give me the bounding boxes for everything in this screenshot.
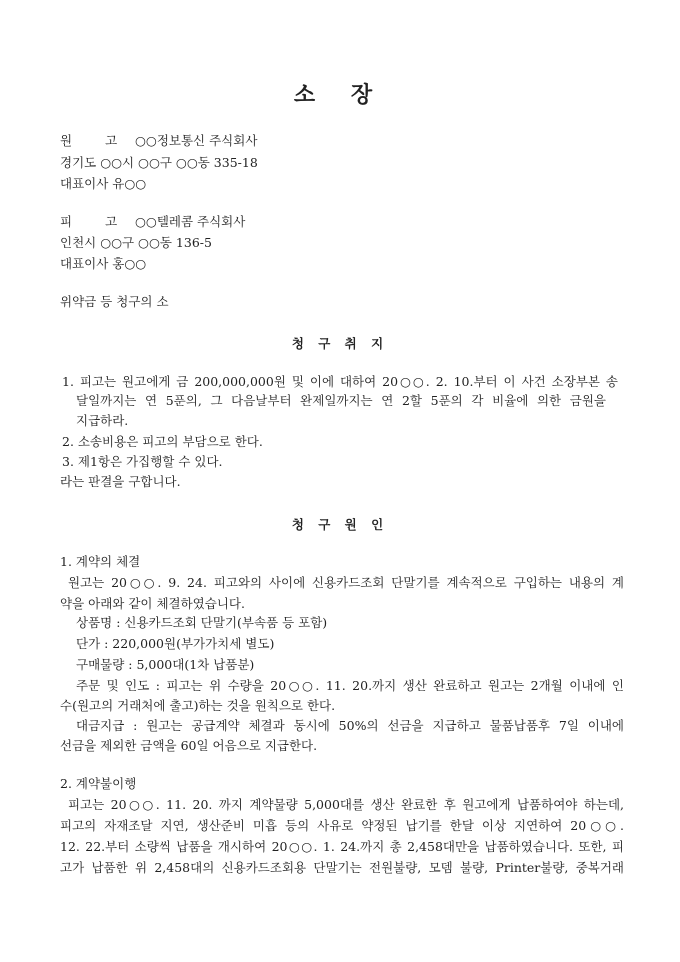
contract-payment-line-2: 선금을 제외한 금액을 60일 어음으로 지급한다. bbox=[60, 738, 318, 753]
claim-closing: 라는 판결을 구합니다. bbox=[60, 474, 181, 489]
claim-item-3: 3. 제1항은 가집행할 수 있다. bbox=[62, 454, 223, 469]
claim-cause-heading: 청 구 원 인 bbox=[291, 517, 389, 532]
plaintiff-representative: 대표이사 유○○ bbox=[60, 176, 147, 191]
section-2-line-4: 고가 납품한 위 2,458대의 신용카드조회용 단말기는 전원불량, 모뎀 불량, Printer불량, 중복거래 bbox=[60, 860, 624, 875]
section-1-title: 1. 계약의 체결 bbox=[60, 554, 141, 569]
section-1-paragraph-line-1: 원고는 20○○. 9. 24. 피고와의 사이에 신용카드조회 단말기를 계속적으로 구입하는 내용의 계 bbox=[68, 575, 624, 590]
plaintiff-label-b: 고 bbox=[105, 133, 118, 148]
plaintiff-label bbox=[60, 132, 135, 150]
document-title: 소 장 bbox=[293, 82, 387, 108]
contract-unit-price: 단가 : 220,000원(부가가치세 별도) bbox=[76, 636, 275, 651]
section-1-paragraph-line-2: 약을 아래와 같이 체결하였습니다. bbox=[60, 596, 245, 611]
case-name: 위약금 등 청구의 소 bbox=[60, 294, 169, 309]
claim-purpose-heading: 청 구 취 지 bbox=[291, 336, 389, 351]
section-2-line-3: 12. 22.부터 소량씩 납품을 개시하여 20○○. 1. 24.까지 총 2,458대만을 납품하였습니다. 또한, 피 bbox=[60, 839, 624, 854]
claim-item-1-line-3: 지급하라. bbox=[76, 413, 129, 428]
defendant-address: 인천시 ○○구 ○○동 136-5 bbox=[60, 235, 212, 250]
claim-item-1-line-2: 달일까지는 연 5푼의, 그 다음날부터 완제일까지는 연 2할 5푼의 각 비율에 의한 금원을 bbox=[76, 393, 606, 408]
defendant-label bbox=[60, 213, 135, 231]
plaintiff-address: 경기도 ○○시 ○○구 ○○동 335-18 bbox=[60, 155, 258, 170]
contract-product: 상품명 : 신용카드조회 단말기(부속품 등 포함) bbox=[76, 615, 328, 630]
claim-item-1-line-1: 1. 피고는 원고에게 금 200,000,000원 및 이에 대하여 20○○. 2. 10.부터 이 사건 소장부본 송 bbox=[62, 374, 618, 389]
section-2-line-2: 피고의 자재조달 지연, 생산준비 미흡 등의 사유로 약정된 납기를 한달 이상 지연하여 20○○. bbox=[60, 818, 624, 833]
defendant-label-b: 고 bbox=[105, 214, 118, 229]
claim-item-2: 2. 소송비용은 피고의 부담으로 한다. bbox=[62, 434, 263, 449]
contract-order-line-2: 수(원고의 거래처에 출고)하는 것을 원칙으로 한다. bbox=[60, 698, 336, 713]
defendant-name: ○○텔레콤 주식회사 bbox=[135, 214, 246, 229]
defendant-label-a: 피 bbox=[60, 214, 73, 229]
section-2-line-1: 피고는 20○○. 11. 20. 까지 계약물량 5,000대를 생산 완료한 후 원고에게 납품하여야 하는데, bbox=[68, 797, 624, 812]
plaintiff-label-a: 원 bbox=[60, 133, 73, 148]
plaintiff-name: ○○정보통신 주식회사 bbox=[135, 133, 258, 148]
defendant-representative: 대표이사 홍○○ bbox=[60, 256, 147, 271]
defendant-name-row bbox=[60, 213, 245, 231]
contract-order-line-1: 주문 및 인도 : 피고는 위 수량을 20○○. 11. 20.까지 생산 완료하고 원고는 2개월 이내에 인 bbox=[76, 678, 624, 693]
contract-payment-line-1: 대금지급 : 원고는 공급계약 체결과 동시에 50%의 선금을 지급하고 물품납품후 7일 이내에 bbox=[76, 718, 624, 733]
section-2-title: 2. 계약불이행 bbox=[60, 776, 137, 791]
contract-quantity: 구매물량 : 5,000대(1차 납품분) bbox=[76, 657, 255, 672]
plaintiff-name-row bbox=[60, 132, 257, 150]
